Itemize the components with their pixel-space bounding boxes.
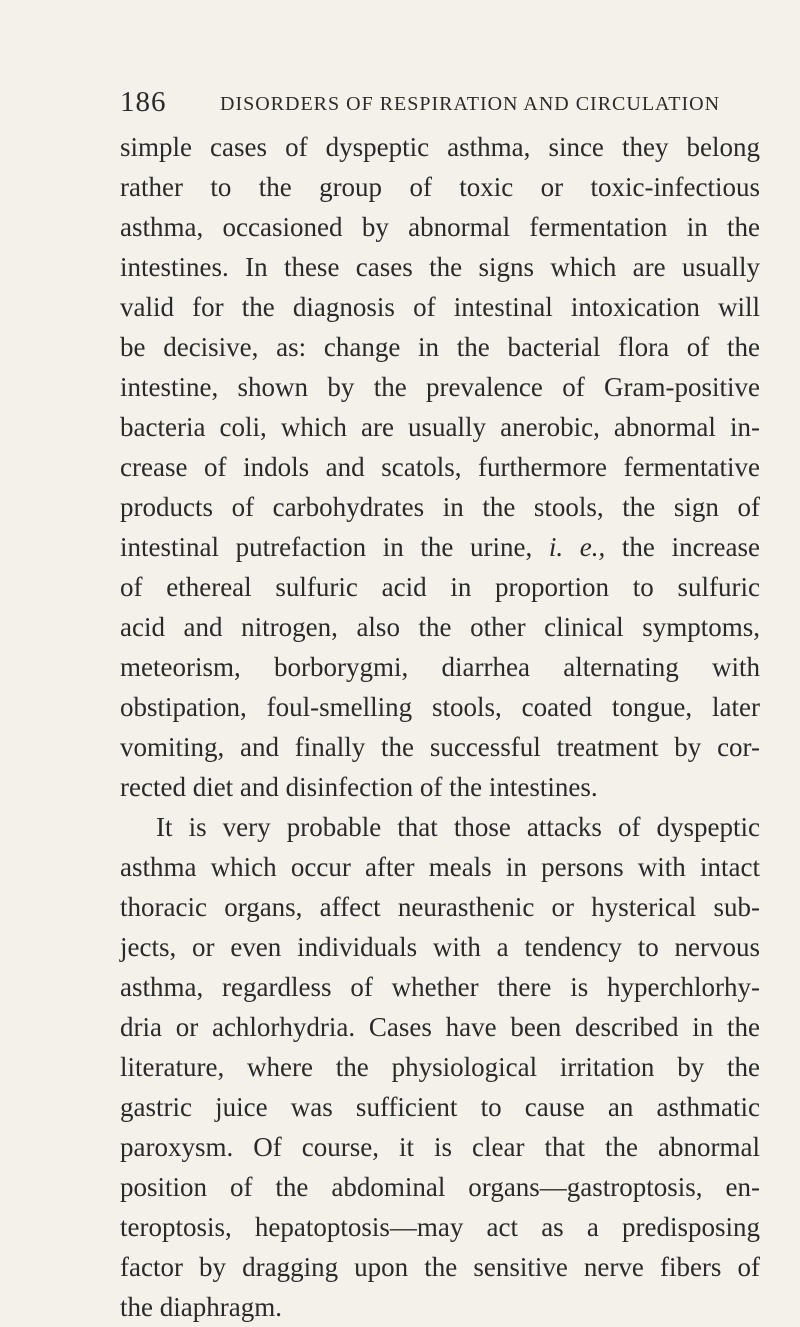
text-line xyxy=(120,607,760,647)
text-line xyxy=(120,527,760,567)
text-run: simple cases of dyspeptic asthma, since they belong xyxy=(120,132,760,162)
text-run: intestine, shown by the prevalence of Gram-positive xyxy=(120,372,760,402)
text-run: valid for the diagnosis of intestinal intoxication will xyxy=(120,292,760,322)
text-run: thoracic organs, affect neurasthenic or hysterical sub- xyxy=(120,892,760,922)
text-run: asthma, occasioned by abnormal fermentation in the xyxy=(120,212,760,242)
text-run: teroptosis, hepatoptosis—may act as a predisposing xyxy=(120,1212,760,1242)
text-run: vomiting, and finally the successful treatment by cor- xyxy=(120,732,760,762)
text-run: dria or achlorhydria. Cases have been described in the xyxy=(120,1012,760,1042)
text-line xyxy=(120,447,760,487)
text-run: asthma which occur after meals in persons with intact xyxy=(120,852,760,882)
text-run: factor by dragging upon the sensitive nerve fibers of xyxy=(120,1252,760,1282)
text-run: products of carbohydrates in the stools, the sign of xyxy=(120,492,760,522)
page-number: 186 xyxy=(120,86,167,118)
text-line xyxy=(120,1007,760,1047)
text-line xyxy=(120,767,760,807)
text-run: the diaphragm. xyxy=(120,1292,282,1322)
paragraph xyxy=(120,807,760,1327)
text-run: rather to the group of toxic or toxic-infectious xyxy=(120,172,760,202)
text-line xyxy=(120,247,760,287)
text-line xyxy=(120,207,760,247)
text-run: jects, or even individuals with a tendency to nervous xyxy=(120,932,760,962)
text-line xyxy=(120,1247,760,1287)
text-run: rected diet and disinfection of the intestines. xyxy=(120,772,598,802)
text-run: the increase xyxy=(605,532,760,562)
text-line xyxy=(120,1207,760,1247)
text-line xyxy=(120,1047,760,1087)
text-line xyxy=(120,407,760,447)
text-run: position of the abdominal organs—gastroptosis, en- xyxy=(120,1172,760,1202)
text-run: of ethereal sulfuric acid in proportion to sulfuric xyxy=(120,572,760,602)
text-line xyxy=(120,647,760,687)
text-line xyxy=(120,1127,760,1167)
text-line xyxy=(120,327,760,367)
text-run: It is very probable that those attacks of dyspeptic xyxy=(156,812,760,842)
text-run: gastric juice was sufficient to cause an asthmatic xyxy=(120,1092,760,1122)
text-run: be decisive, as: change in the bacterial flora of the xyxy=(120,332,760,362)
text-line xyxy=(120,487,760,527)
text-run: literature, where the physiological irritation by the xyxy=(120,1052,760,1082)
text-line xyxy=(120,847,760,887)
text-run: intestines. In these cases the signs which are usually xyxy=(120,252,760,282)
text-run: meteorism, borborygmi, diarrhea alternating with xyxy=(120,652,760,682)
text-line xyxy=(120,1167,760,1207)
text-line xyxy=(120,127,760,167)
text-run: asthma, regardless of whether there is hyperchlorhy- xyxy=(120,972,760,1002)
running-head: DISORDERS OF RESPIRATION AND CIRCULATION xyxy=(220,93,721,115)
text-line xyxy=(120,967,760,1007)
italic-text-run: i. e., xyxy=(548,532,606,562)
text-run: paroxysm. Of course, it is clear that the abnormal xyxy=(120,1132,760,1162)
text-line xyxy=(120,567,760,607)
text-line xyxy=(120,367,760,407)
text-line xyxy=(120,807,760,847)
text-line xyxy=(120,1087,760,1127)
text-line xyxy=(120,727,760,767)
paragraph xyxy=(120,127,760,807)
text-run: bacteria coli, which are usually anerobic, abnormal in- xyxy=(120,412,760,442)
text-run: intestinal putrefaction in the urine, xyxy=(120,532,549,562)
text-line xyxy=(120,887,760,927)
page-header xyxy=(120,84,760,124)
text-line xyxy=(120,687,760,727)
text-line xyxy=(120,927,760,967)
text-run: obstipation, foul-smelling stools, coated tongue, later xyxy=(120,692,760,722)
text-run: crease of indols and scatols, furthermore fermentative xyxy=(120,452,760,482)
body-text xyxy=(120,127,760,1327)
text-line xyxy=(120,1287,760,1327)
text-line xyxy=(120,287,760,327)
text-run: acid and nitrogen, also the other clinical symptoms, xyxy=(120,612,760,642)
text-line xyxy=(120,167,760,207)
